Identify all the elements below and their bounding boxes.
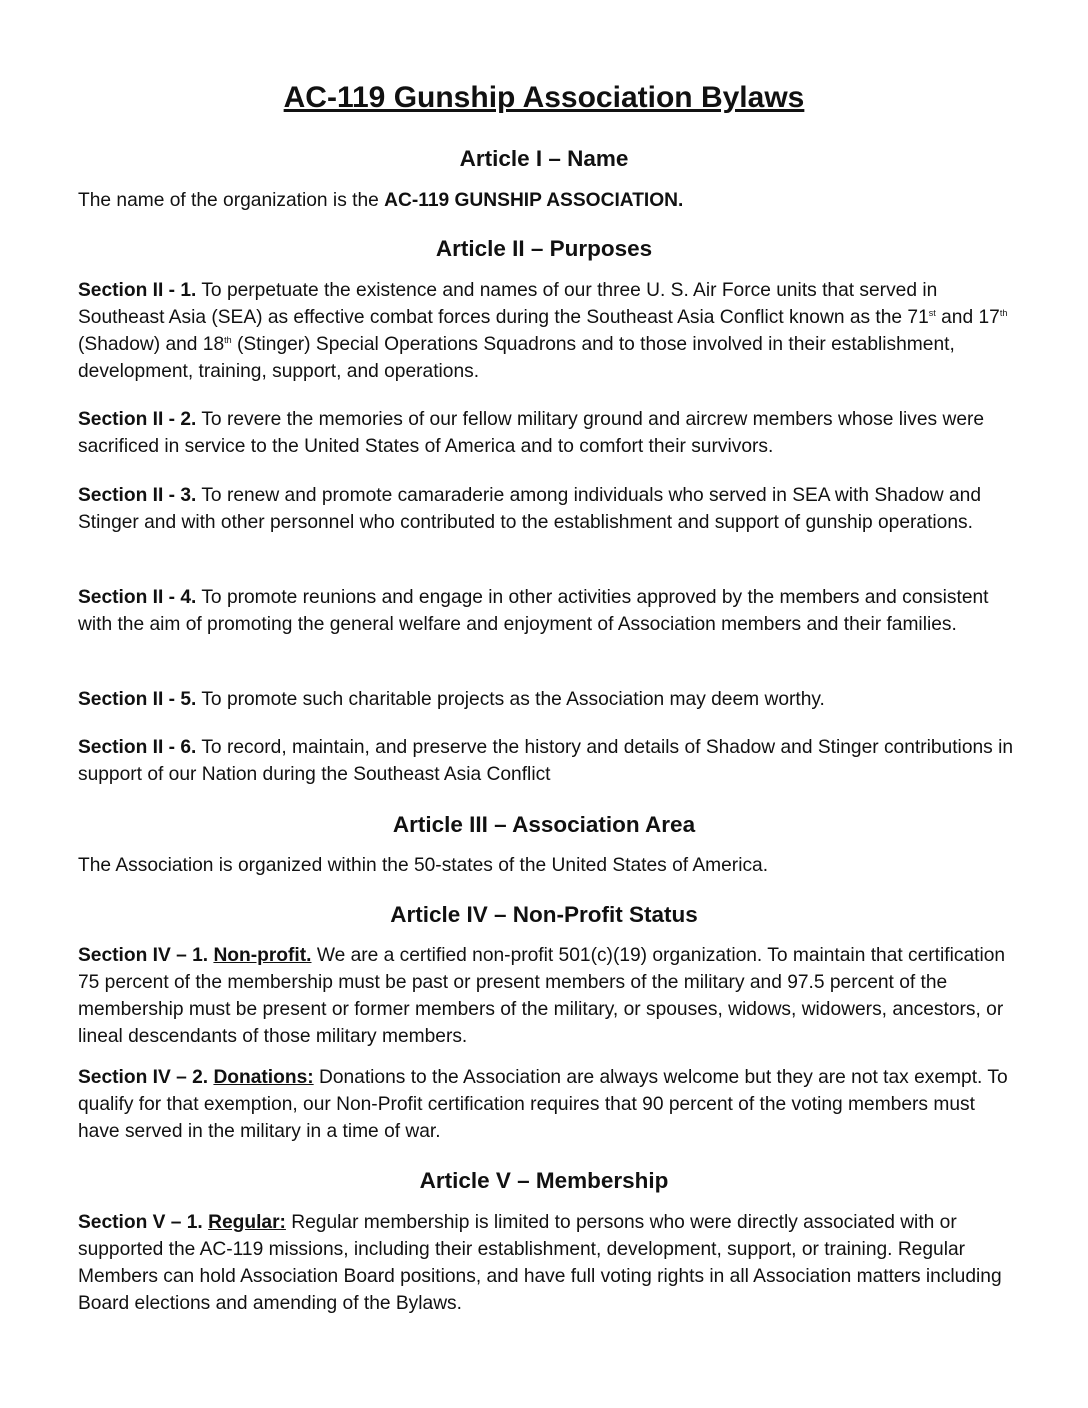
section-2-1-text-b: and 17 bbox=[935, 307, 1000, 328]
section-2-6-paragraph bbox=[78, 734, 1018, 788]
article-5-heading: Article V – Membership bbox=[419, 1168, 669, 1193]
section-2-4-text: To promote reunions and engage in other activities approved by the members and consistent with the aim of promoting the general welfare and enjoyment of Association members and their families. bbox=[78, 587, 989, 635]
article-3-heading: Article III – Association Area bbox=[392, 812, 696, 837]
section-2-6-text: To record, maintain, and preserve the history and details of Shadow and Stinger contributions in support of our Nation during the Southeast Asia Conflict bbox=[78, 737, 1014, 785]
organization-name: AC-119 GUNSHIP ASSOCIATION. bbox=[384, 190, 684, 211]
section-4-1-text: We are a certified non-profit 501(c)(19) organization. To maintain that certification 75 percent of the membership must be past or present members of the military and 97.5 percent of the membership must be present or former members of the military, or spouses, widows, widowers, ancestors, or lineal descendants of those military members. bbox=[78, 945, 1006, 1047]
section-4-1-label: Section IV – 1. bbox=[78, 945, 214, 966]
section-2-1-paragraph bbox=[78, 277, 1018, 385]
section-2-4-label: Section II - 4. bbox=[78, 587, 197, 608]
section-2-2-paragraph bbox=[78, 406, 1018, 460]
section-2-1-text-c: (Shadow) and 18 bbox=[78, 334, 225, 355]
section-2-5-paragraph bbox=[78, 686, 1018, 713]
section-4-2-subtitle: Donations: bbox=[213, 1067, 314, 1088]
article-3-paragraph: The Association is organized within the 50-states of the United States of America. bbox=[78, 855, 769, 876]
section-4-2-text: Donations to the Association are always welcome but they are not tax exempt. To qualify for that exemption, our Non-Profit certification requires that 90 percent of the voting members must have served in the military in a time of war. bbox=[78, 1067, 1008, 1142]
section-4-1-paragraph bbox=[78, 942, 1018, 1050]
section-2-3-paragraph bbox=[78, 482, 1018, 536]
section-2-1-label: Section II - 1. bbox=[78, 280, 197, 301]
section-4-2-label: Section IV – 2. bbox=[78, 1067, 214, 1088]
document-title: AC-119 Gunship Association Bylaws bbox=[283, 81, 805, 114]
section-2-2-label: Section II - 2. bbox=[78, 409, 197, 430]
section-2-1-sup-a: st bbox=[928, 308, 936, 318]
section-5-1-subtitle: Regular: bbox=[208, 1212, 286, 1233]
article-1-paragraph bbox=[78, 187, 1018, 214]
section-5-1-label: Section V – 1. bbox=[78, 1212, 209, 1233]
section-2-3-label: Section II - 3. bbox=[78, 485, 197, 506]
article-1-heading: Article I – Name bbox=[459, 146, 629, 171]
article-2-heading: Article II – Purposes bbox=[435, 236, 653, 261]
section-2-1-text-a: To perpetuate the existence and names of our three U. S. Air Force units that served in Southeast Asia (SEA) as effective combat forces during the Southeast Asia Conflict known as the 71 bbox=[78, 280, 938, 328]
article-4-heading: Article IV – Non-Profit Status bbox=[390, 902, 698, 927]
section-2-6-label: Section II - 6. bbox=[78, 737, 197, 758]
article-1-text: The name of the organization is the bbox=[78, 190, 385, 211]
section-2-1-sup-b: th bbox=[999, 308, 1008, 318]
section-2-5-text: To promote such charitable projects as the Association may deem worthy. bbox=[196, 689, 825, 710]
section-2-3-text: To renew and promote camaraderie among individuals who served in SEA with Shadow and Stinger and with other personnel who contributed to the establishment and support of gunship operations. bbox=[78, 485, 982, 533]
section-2-4-paragraph bbox=[78, 584, 1018, 638]
section-5-1-paragraph bbox=[78, 1209, 1018, 1317]
section-2-1-sup-c: th bbox=[224, 335, 232, 345]
section-2-1-text-d: (Stinger) Special Operations Squadrons and to those involved in their establishment, development, training, support, and operations. bbox=[78, 334, 955, 382]
section-4-1-subtitle: Non-profit. bbox=[213, 945, 312, 966]
section-5-1-text: Regular membership is limited to persons who were directly associated with or supported the AC-119 missions, including their establishment, development, support, or training. Regular Members can hold Association Board positions, and have full voting rights in all Association matters including Board elections and amending of the Bylaws. bbox=[78, 1212, 1002, 1314]
section-2-5-label: Section II - 5. bbox=[78, 689, 197, 710]
section-4-2-paragraph bbox=[78, 1064, 1018, 1145]
section-2-2-text: To revere the memories of our fellow military ground and aircrew members whose lives were sacrificed in service to the United States of America and to comfort their survivors. bbox=[78, 409, 985, 457]
